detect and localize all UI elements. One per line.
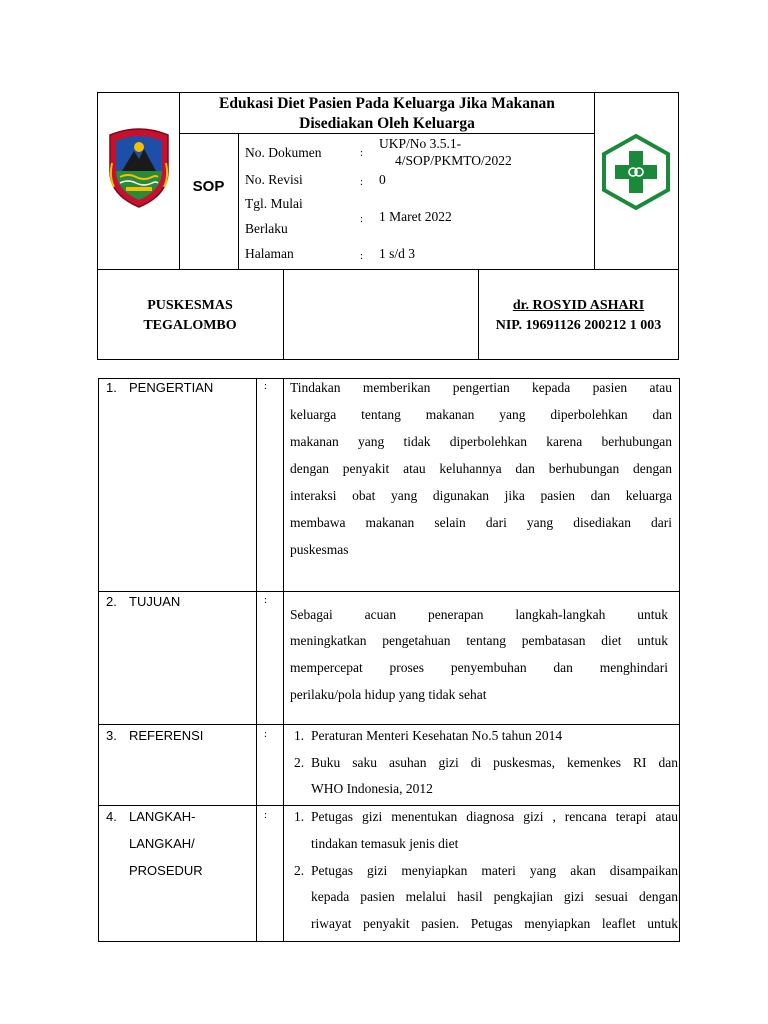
signer-name: dr. ROSYID ASHARI <box>512 298 645 313</box>
list-item-number: 1. <box>294 809 305 824</box>
referensi-item-line: Peraturan Menteri Kesehatan No.5 tahun 2014 <box>311 728 563 743</box>
pengertian-text-line: dengan penyakit atau keluhannya dan berhubungan dengan <box>290 461 672 476</box>
prosedur-item-line: riwayat penyakit pasien. Petugas menyiapkan leaflet untuk <box>311 916 678 931</box>
referensi-item-line: Buku saku asuhan gizi di puskesmas, kemenkes RI dan <box>311 755 678 770</box>
field-value-no-dokumen-line2: 4/SOP/PKMTO/2022 <box>395 153 512 168</box>
section-label-referensi: REFERENSI <box>129 728 204 743</box>
field-colon: : <box>360 147 364 159</box>
section-label-pengertian: PENGERTIAN <box>129 380 214 395</box>
field-label-no-revisi: No. Revisi <box>245 172 303 187</box>
referensi-item-line: WHO Indonesia, 2012 <box>311 781 433 796</box>
list-item-number: 2. <box>294 863 305 878</box>
pengertian-text-line: interaksi obat yang digunakan jika pasien dan keluarga <box>290 488 672 503</box>
pengertian-text-line: puskesmas <box>290 542 349 557</box>
section-label-prosedur-line2: LANGKAH/ <box>129 836 195 851</box>
section-label-prosedur-line3: PROSEDUR <box>129 863 203 878</box>
section-label-tujuan: TUJUAN <box>129 594 181 609</box>
field-value-no-dokumen-line1: UKP/No 3.5.1- <box>379 136 462 151</box>
section-colon: : <box>264 380 268 392</box>
section-colon: : <box>264 728 268 740</box>
pengertian-text-line: membawa makanan selain dari yang disediakan dari <box>290 515 672 530</box>
regency-emblem-icon <box>106 127 172 209</box>
field-value-halaman: 1 s/d 3 <box>379 246 416 261</box>
field-colon: : <box>360 176 364 188</box>
list-item-number: 2. <box>294 755 305 770</box>
pengertian-text-line: Tindakan memberikan pengertian kepada pasien atau <box>290 380 672 395</box>
tujuan-text-line: meningkatkan pengetahuan tentang pembatasan diet untuk <box>290 633 668 648</box>
field-colon: : <box>360 250 364 262</box>
prosedur-item-line: tindakan temasuk jenis diet <box>311 836 459 851</box>
org-name-line2: TEGALOMBO <box>143 318 237 333</box>
section-label-prosedur-line1: LANGKAH- <box>129 809 196 824</box>
section-number: 2. <box>106 594 117 609</box>
field-value-no-revisi: 0 <box>379 172 386 187</box>
tujuan-text-line: Sebagai acuan penerapan langkah-langkah untuk <box>290 607 668 622</box>
prosedur-item-line: kepada pasien melalui hasil pengkajian gizi sesuai dengan <box>311 889 678 904</box>
section-number: 3. <box>106 728 117 743</box>
section-colon: : <box>264 594 268 606</box>
field-colon: : <box>360 213 364 225</box>
field-label-no-dokumen: No. Dokumen <box>245 145 322 160</box>
list-item-number: 1. <box>294 728 305 743</box>
pengertian-text-line: makanan yang tidak diperbolehkan karena berhubungan <box>290 434 672 449</box>
document-title-line2: Disediakan Oleh Keluarga <box>299 115 475 132</box>
tujuan-text-line: mempercepat proses penyembuhan dan menghindari <box>290 660 668 675</box>
sop-label: SOP <box>192 178 225 195</box>
field-value-tgl-mulai: 1 Maret 2022 <box>379 209 452 224</box>
section-number: 1. <box>106 380 117 395</box>
document-title-line1: Edukasi Diet Pasien Pada Keluarga Jika Makanan <box>219 95 555 112</box>
section-number: 4. <box>106 809 117 824</box>
org-name-line1: PUSKESMAS <box>147 298 233 313</box>
pengertian-text-line: keluarga tentang makanan yang diperbolehkan dan <box>290 407 672 422</box>
tujuan-text-line: perilaku/pola hidup yang tidak sehat <box>290 687 487 702</box>
puskesmas-cross-logo-icon <box>599 133 673 211</box>
field-label-halaman: Halaman <box>245 246 294 261</box>
field-label-tgl-mulai-line1: Tgl. Mulai <box>245 196 303 211</box>
field-label-tgl-mulai-line2: Berlaku <box>245 221 288 236</box>
prosedur-item-line: Petugas gizi menyiapkan materi yang akan disampaikan <box>311 863 678 878</box>
section-colon: : <box>264 809 268 821</box>
signer-nip: NIP. 19691126 200212 1 003 <box>495 318 662 333</box>
prosedur-item-line: Petugas gizi menentukan diagnosa gizi , rencana terapi atau <box>311 809 678 824</box>
